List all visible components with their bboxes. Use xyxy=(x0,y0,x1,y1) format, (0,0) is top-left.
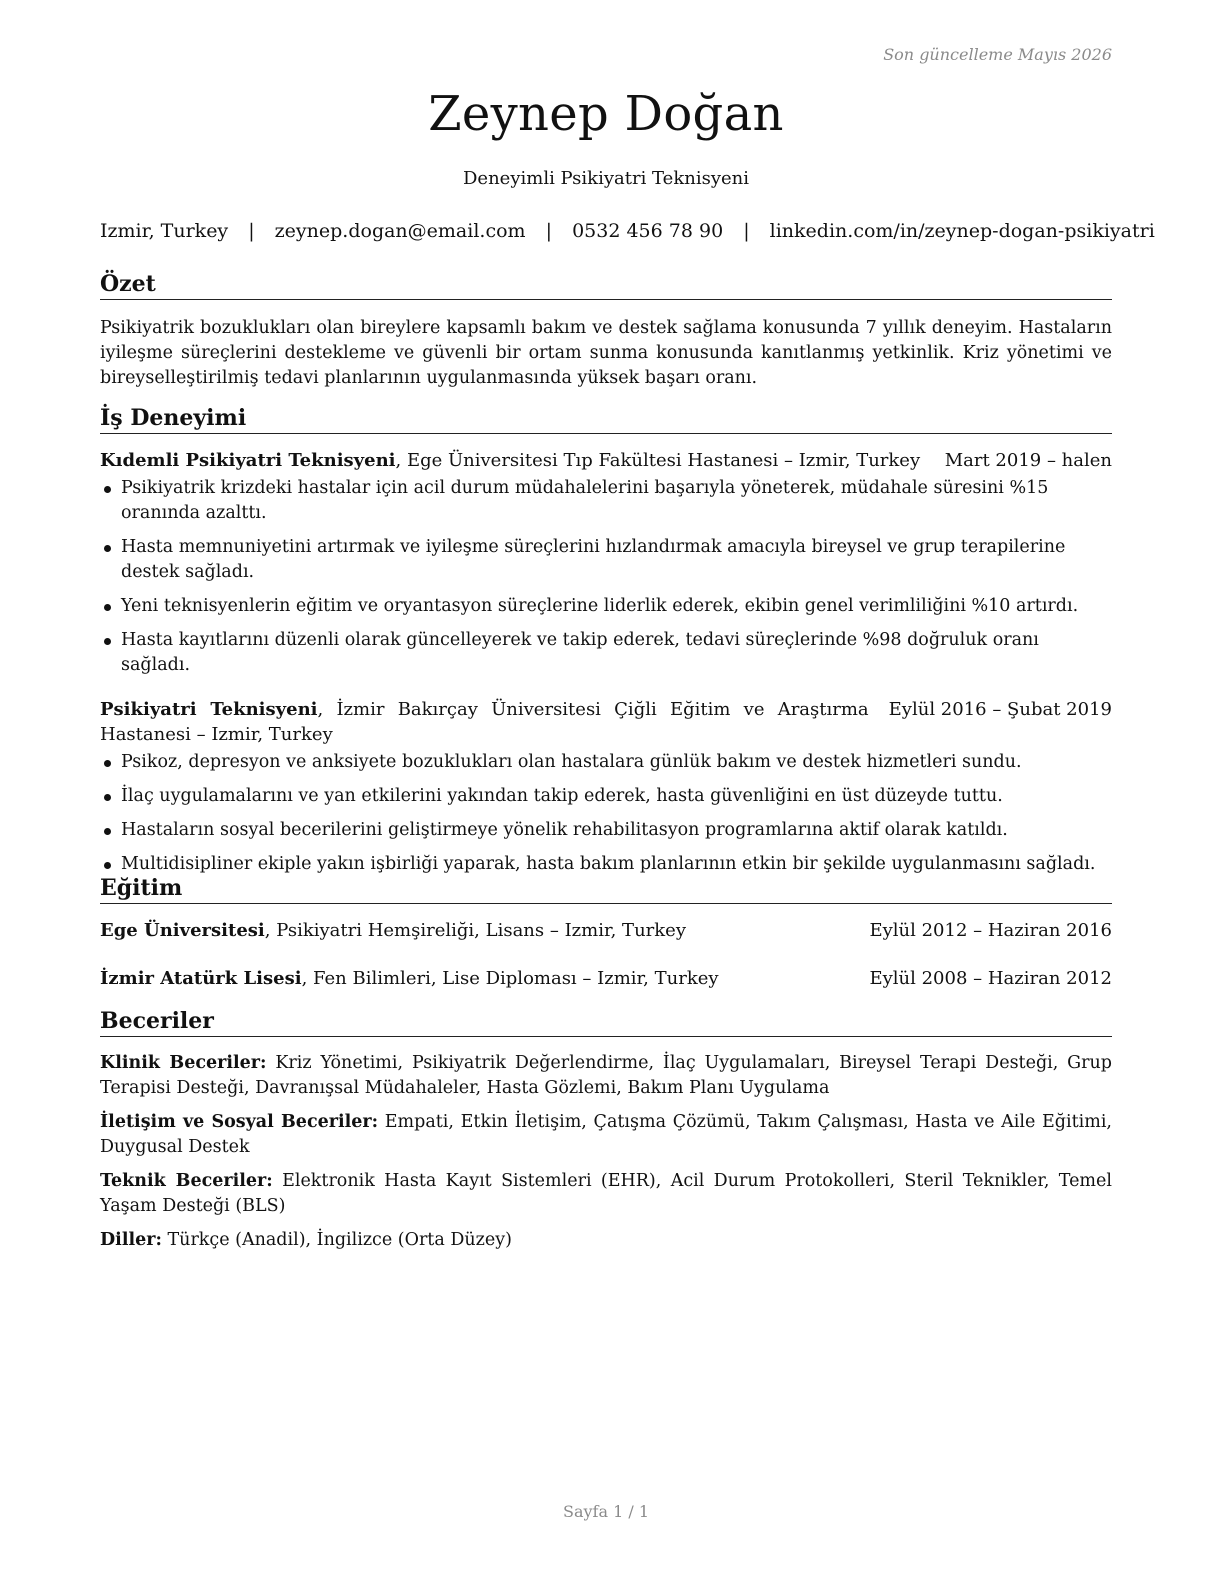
summary-title: Özet xyxy=(100,270,1112,300)
contact-email[interactable]: zeynep.dogan@email.com xyxy=(274,220,526,242)
contact-location: Izmir, Turkey xyxy=(100,220,229,242)
education-entry xyxy=(100,918,1112,943)
skill-group-label: Klinik Beceriler: xyxy=(100,1053,267,1073)
contact-phone[interactable]: 0532 456 78 90 xyxy=(572,220,724,242)
skill-group xyxy=(100,1110,1112,1160)
job-bullet: Yeni teknisyenlerin eğitim ve oryantasyon süreçlerine liderlik ederek, ekibin genel verimliliğini %10 artırdı. xyxy=(100,594,1112,619)
job-dates: Mart 2019 – halen xyxy=(944,450,1112,471)
job-bullet: Psikoz, depresyon ve anksiyete bozuklukları olan hastalara günlük bakım ve destek hizmetleri sundu. xyxy=(100,750,1112,775)
skill-group-label: Diller: xyxy=(100,1230,162,1250)
experience-section xyxy=(100,404,1112,886)
skills-section xyxy=(100,1007,1112,1262)
skill-group xyxy=(100,1169,1112,1219)
skill-group-value: Kriz Yönetimi, Psikiyatrik Değerlendirme, İlaç Uygulamaları, Bireysel Terapi Desteği, Grup Terapisi Desteği, Davranışsal Müdahaleler, Hasta Gözlemi, Bakım Planı Uygulama xyxy=(100,1053,1112,1098)
job-bullets xyxy=(100,476,1112,678)
skill-group xyxy=(100,1051,1112,1101)
job-bullet: İlaç uygulamalarını ve yan etkilerini yakından takip ederek, hasta güvenliğini en üst düzeyde tuttu. xyxy=(100,784,1112,809)
job-bullet: Hastaların sosyal becerilerini geliştirmeye yönelik rehabilitasyon programlarına aktif olarak katıldı. xyxy=(100,818,1112,843)
job-bullet: Psikiyatrik krizdeki hastalar için acil durum müdahalelerini başarıyla yöneterek, müdahale süresini %15 oranında azalttı. xyxy=(100,476,1112,526)
summary-section xyxy=(100,270,1112,391)
job-entry xyxy=(100,448,1112,678)
skill-group-label: İletişim ve Sosyal Beceriler: xyxy=(100,1112,379,1132)
education-section xyxy=(100,874,1112,991)
job-header xyxy=(100,448,1112,473)
skill-group-value: Empati, Etkin İletişim, Çatışma Çözümü, Takım Çalışması, Hasta ve Aile Eğitimi, Duygusal Destek xyxy=(100,1112,1112,1157)
job-role: Kıdemli Psikiyatri Teknisyeni xyxy=(100,450,396,471)
skills-title: Beceriler xyxy=(100,1007,1112,1037)
job-bullet: Hasta kayıtlarını düzenli olarak güncelleyerek ve takip ederek, tedavi süreçlerinde %98 doğruluk oranı sağladı. xyxy=(100,628,1112,678)
job-role: Psikiyatri Teknisyeni xyxy=(100,699,318,720)
last-updated-note: Son güncelleme Mayıs 2026 xyxy=(883,45,1112,64)
candidate-headline: Deneyimli Psikiyatri Teknisyeni xyxy=(463,168,749,189)
resume-page xyxy=(100,0,1155,1584)
contact-line xyxy=(100,220,1155,242)
job-bullets xyxy=(100,750,1112,877)
job-organization: , Ege Üniversitesi Tıp Fakültesi Hastanesi – Izmir, Turkey xyxy=(395,450,921,471)
contact-separator: | xyxy=(248,220,255,242)
job-header xyxy=(100,697,1112,747)
summary-text: Psikiyatrik bozuklukları olan bireylere kapsamlı bakım ve destek sağlama konusunda 7 yıllık deneyim. Hastaların iyileşme süreçlerini destekleme ve güvenli bir ortam sunma konusunda kanıtlanmış yetkinlik. Kriz yönetimi ve bireyselleştirilmiş tedavi planlarının uygulanmasında yüksek başarı oranı. xyxy=(100,318,1112,388)
education-dates: Eylül 2008 – Haziran 2012 xyxy=(869,968,1112,989)
skills-list xyxy=(100,1051,1112,1253)
skill-group-label: Teknik Beceriler: xyxy=(100,1171,273,1191)
job-bullet: Hasta memnuniyetini artırmak ve iyileşme süreçlerini hızlandırmak amacıyla bireysel ve grup terapilerine destek sağladı. xyxy=(100,535,1112,585)
job-dates: Eylül 2016 – Şubat 2019 xyxy=(888,699,1112,720)
education-school: İzmir Atatürk Lisesi xyxy=(100,968,302,989)
education-dates: Eylül 2012 – Haziran 2016 xyxy=(869,920,1112,941)
job-bullet: Multidisipliner ekiple yakın işbirliği yaparak, hasta bakım planlarının etkin bir şekilde uygulanmasını sağladı. xyxy=(100,852,1112,877)
skill-group-value: Elektronik Hasta Kayıt Sistemleri (EHR), Acil Durum Protokolleri, Steril Teknikler, Temel Yaşam Desteği (BLS) xyxy=(100,1171,1112,1216)
education-school: Ege Üniversitesi xyxy=(100,920,265,941)
job-entry xyxy=(100,697,1112,877)
contact-separator: | xyxy=(743,220,750,242)
education-title: Eğitim xyxy=(100,874,1112,904)
job-organization: , İzmir Bakırçay Üniversitesi Çiğli Eğitim ve Araştırma Hastanesi – Izmir, Turkey xyxy=(100,699,869,745)
skill-group xyxy=(100,1228,1112,1253)
page-number: Sayfa 1 / 1 xyxy=(562,1502,649,1521)
contact-separator: | xyxy=(545,220,553,242)
experience-title: İş Deneyimi xyxy=(100,404,1112,434)
skill-group-value: Türkçe (Anadil), İngilizce (Orta Düzey) xyxy=(161,1230,512,1250)
education-detail: , Fen Bilimleri, Lise Diploması – Izmir, Turkey xyxy=(301,968,719,989)
candidate-name: Zeynep Doğan xyxy=(428,86,784,142)
education-entry xyxy=(100,966,1112,991)
education-detail: , Psikiyatri Hemşireliği, Lisans – Izmir, Turkey xyxy=(264,920,686,941)
contact-linkedin[interactable]: linkedin.com/in/zeynep-dogan-psikiyatri xyxy=(769,220,1155,242)
